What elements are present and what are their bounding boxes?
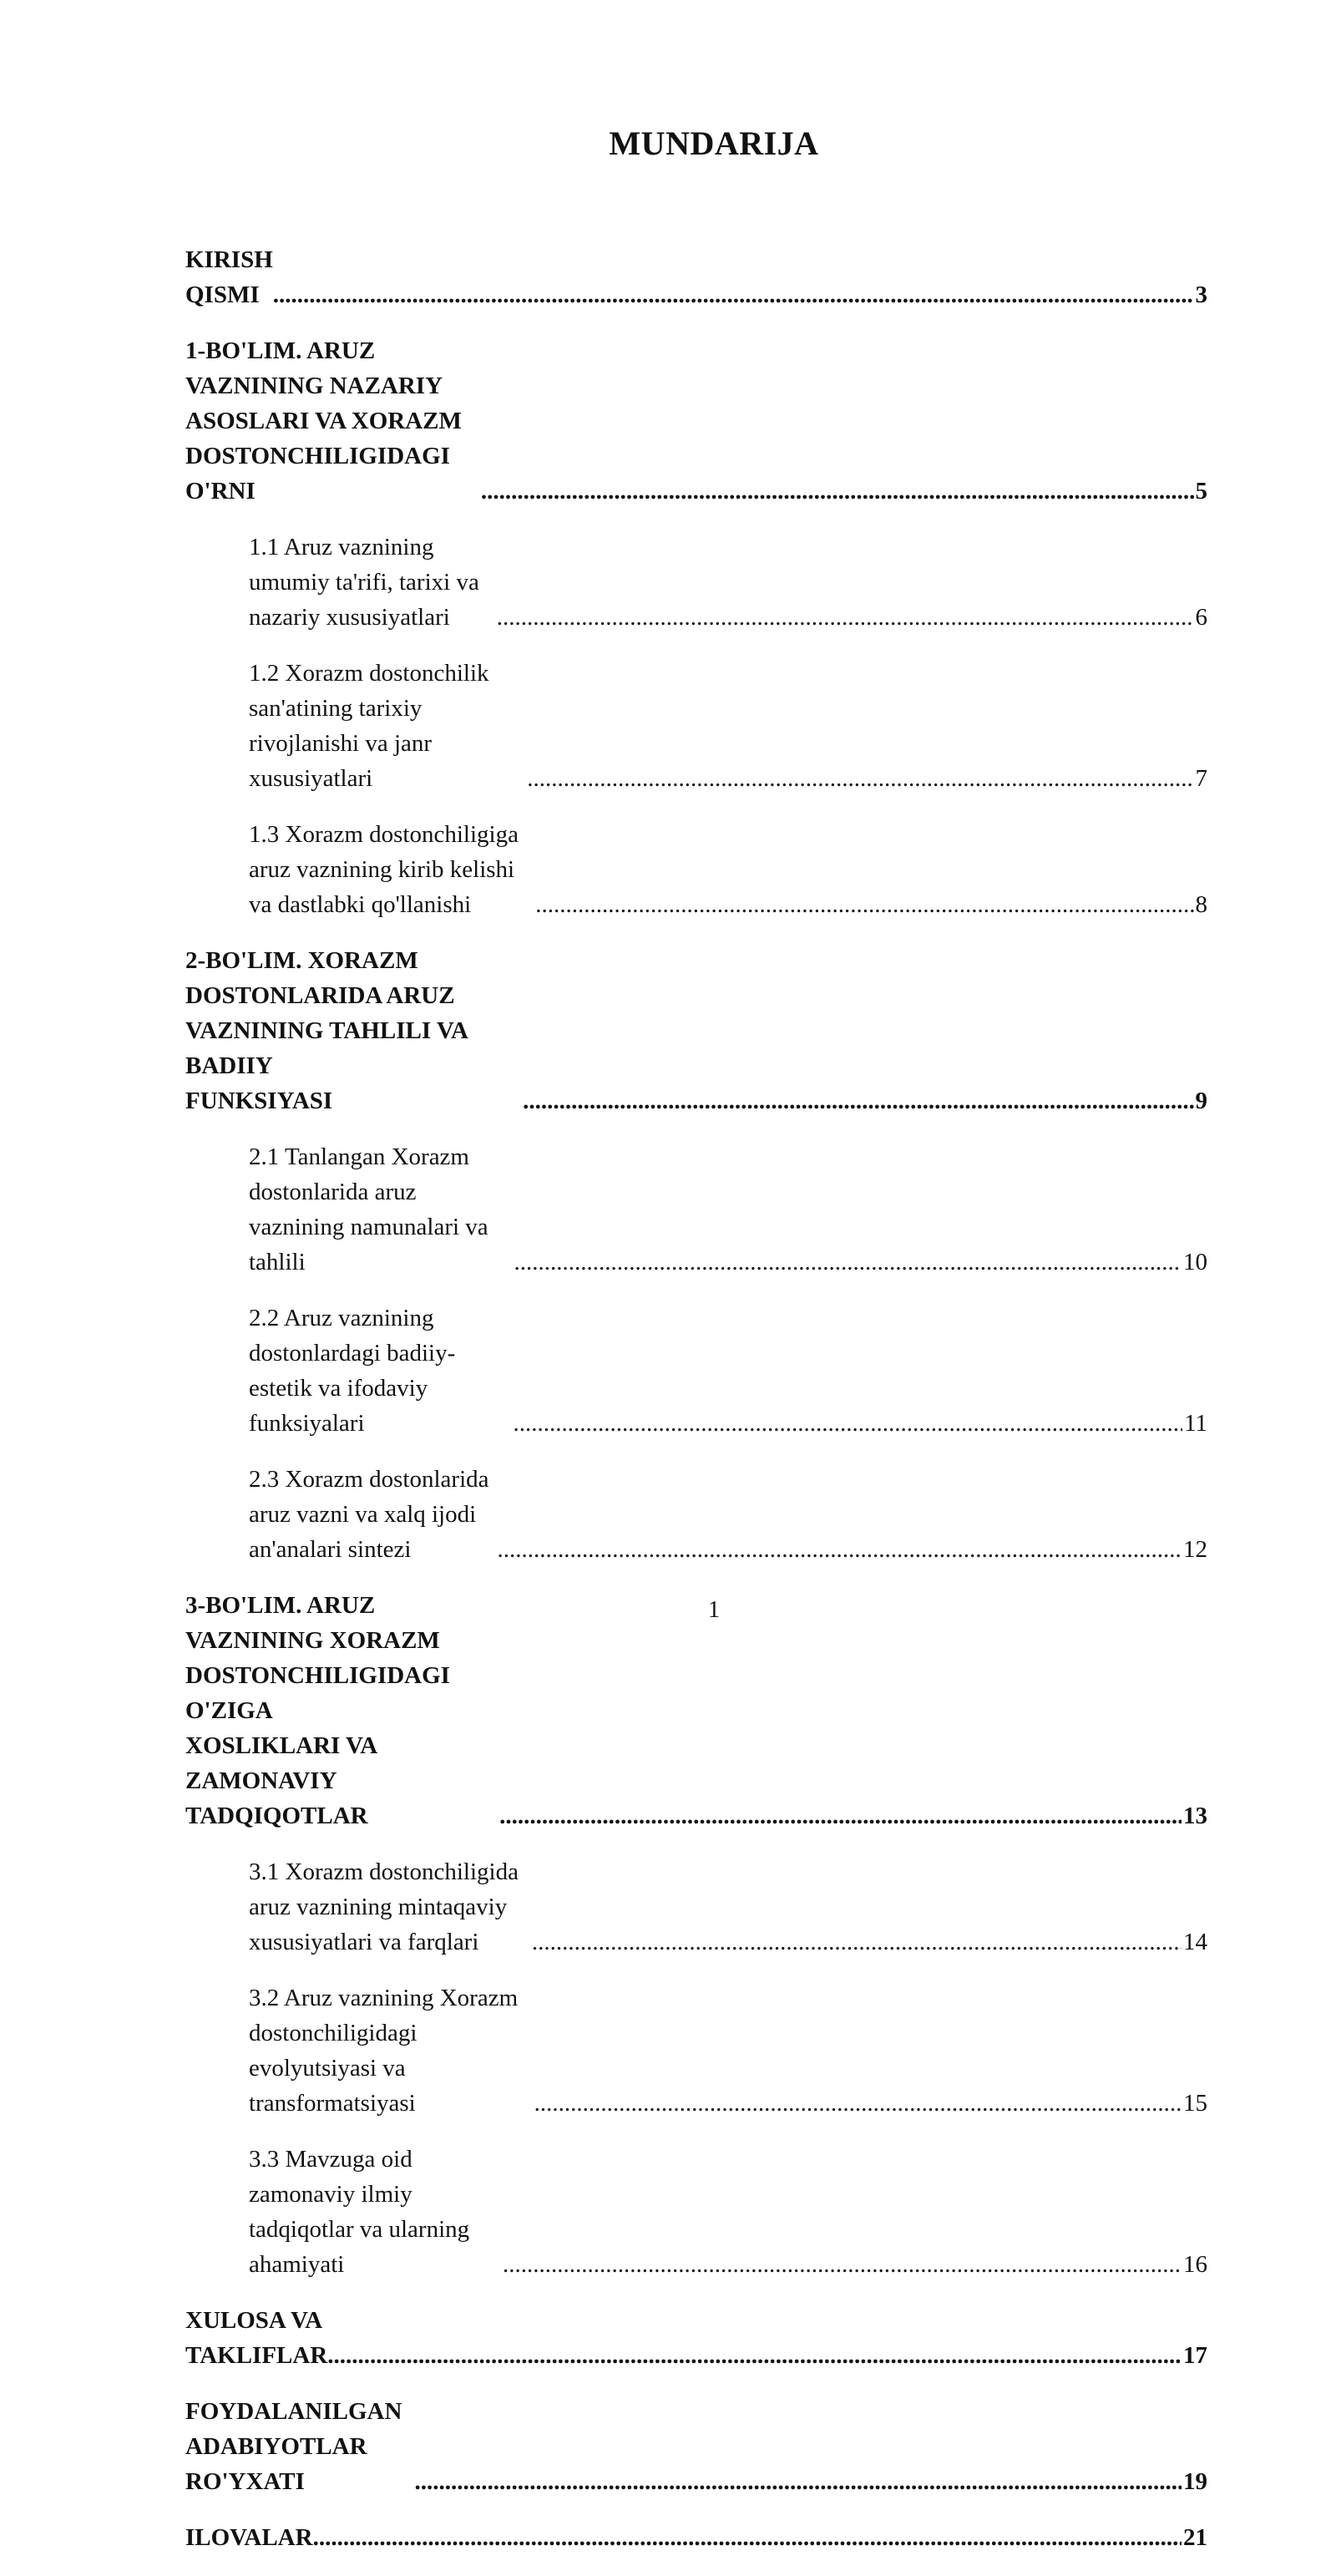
toc-entry-text-line2: XOSLIKLARI VA ZAMONAVIY TADQIQOTLAR xyxy=(185,1732,377,1829)
toc-leader-dots xyxy=(415,2464,1182,2499)
toc-entry-text-line2: FUNKSIYASI xyxy=(185,1088,333,1114)
toc-entry-text: 2.1 Tanlangan Xorazm dostonlarida aruz vaznining namunalari va tahlili xyxy=(249,1143,488,1275)
toc-entry-page: 19 xyxy=(1183,2468,1207,2495)
toc-entry-3-2[interactable] xyxy=(249,1980,1207,2121)
toc-entry-text-line1: 3-BO'LIM. ARUZ VAZNINING XORAZM DOSTONCHILIGIDAGI O'ZIGA xyxy=(185,1592,450,1724)
toc-entry-ilovalar[interactable] xyxy=(185,2520,1207,2555)
toc-entry-page: 9 xyxy=(1195,1088,1207,1114)
toc-leader-dots xyxy=(523,1083,1193,1118)
toc-entry-text: 1.2 Xorazm dostonchilik san'atining tarixiy rivojlanishi va janr xususiyatlari xyxy=(249,660,489,792)
toc-leader-dots xyxy=(532,1924,1182,1960)
toc-entry-section-2[interactable] xyxy=(185,943,1207,1118)
toc-entry-section-1[interactable] xyxy=(185,333,1207,509)
page-title: MUNDARIJA xyxy=(609,124,819,162)
toc-entry-text: 3.3 Mavzuga oid zamonaviy ilmiy tadqiqotlar va ularning ahamiyati xyxy=(249,2146,470,2278)
toc-entry-text: 3.2 Aruz vaznining Xorazm dostonchiligidagi evolyutsiyasi va transformatsiyasi xyxy=(249,1985,519,2117)
toc-entry-3-1[interactable] xyxy=(249,1854,1207,1960)
toc-entry-1-3[interactable] xyxy=(249,817,1207,922)
toc-entry-text xyxy=(185,1588,499,1833)
toc-leader-dots xyxy=(313,2520,1182,2555)
toc-entry-page: 5 xyxy=(1195,478,1207,505)
toc-entry-page: 21 xyxy=(1183,2524,1207,2551)
toc-entry-text-line2: DOSTONCHILIGIDAGI O'RNI xyxy=(185,443,450,505)
toc-leader-dots xyxy=(534,2086,1182,2121)
toc-leader-dots xyxy=(327,2338,1182,2373)
toc-entry-adabiyotlar[interactable] xyxy=(185,2394,1207,2499)
toc-leader-dots xyxy=(503,2247,1182,2282)
toc-entry-page: 12 xyxy=(1183,1536,1207,1563)
toc-leader-dots xyxy=(527,761,1193,796)
toc-entry-page: 10 xyxy=(1183,1249,1207,1275)
toc-entry-page: 8 xyxy=(1195,891,1207,918)
toc-entry-xulosa[interactable] xyxy=(185,2303,1207,2373)
toc-entry-1-1[interactable] xyxy=(249,530,1207,635)
toc-entry-text: XULOSA VA TAKLIFLAR xyxy=(185,2307,328,2369)
toc-leader-dots xyxy=(514,1245,1182,1280)
table-of-contents xyxy=(185,242,1207,2576)
toc-entry-section-3[interactable] xyxy=(185,1588,1207,1833)
toc-leader-dots xyxy=(481,474,1194,509)
toc-leader-dots xyxy=(498,1532,1182,1567)
toc-entry-1-2[interactable] xyxy=(249,656,1207,796)
toc-entry-2-3[interactable] xyxy=(249,1462,1207,1567)
toc-entry-3-3[interactable] xyxy=(249,2142,1207,2282)
toc-leader-dots xyxy=(499,1798,1182,1833)
page-number: 1 xyxy=(708,1597,720,1623)
toc-entry-text-line1: 1-BO'LIM. ARUZ VAZNINING NAZARIY ASOSLARI VA XORAZM xyxy=(185,337,462,434)
toc-entry-page: 6 xyxy=(1195,604,1207,631)
toc-entry-page: 14 xyxy=(1183,1929,1207,1955)
toc-leader-dots xyxy=(497,600,1194,635)
toc-entry-page: 17 xyxy=(1183,2342,1207,2369)
toc-leader-dots xyxy=(273,277,1194,312)
toc-entry-2-2[interactable] xyxy=(249,1301,1207,1441)
toc-entry-text xyxy=(185,943,523,1118)
toc-entry-page: 3 xyxy=(1195,281,1207,308)
toc-leader-dots xyxy=(535,887,1193,922)
toc-entry-page: 13 xyxy=(1183,1803,1207,1829)
toc-entry-text: ILOVALAR xyxy=(185,2524,313,2551)
toc-entry-text: 1.3 Xorazm dostonchiligiga aruz vaznining kirib kelishi va dastlabki qo'llanishi xyxy=(249,821,519,918)
toc-leader-dots xyxy=(514,1406,1183,1441)
toc-entry-text: 1.1 Aruz vaznining umumiy ta'rifi, tarixi va nazariy xususiyatlari xyxy=(249,534,479,631)
toc-entry-text: 3.1 Xorazm dostonchiligida aruz vaznining mintaqaviy xususiyatlari va farqlari xyxy=(249,1858,519,1955)
toc-entry-text: 2.3 Xorazm dostonlarida aruz vazni va xalq ijodi an'analari sintezi xyxy=(249,1466,489,1563)
toc-entry-page: 7 xyxy=(1195,765,1207,792)
toc-entry-text: FOYDALANILGAN ADABIYOTLAR RO'YXATI xyxy=(185,2398,402,2495)
toc-entry-page: 16 xyxy=(1183,2251,1207,2278)
toc-entry-text: KIRISH QISMI xyxy=(185,246,273,308)
toc-entry-text: 2.2 Aruz vaznining dostonlardagi badiiy-estetik va ifodaviy funksiyalari xyxy=(249,1305,456,1437)
toc-entry-text xyxy=(185,333,481,509)
toc-entry-page: 15 xyxy=(1183,2090,1207,2117)
toc-entry-page: 11 xyxy=(1184,1410,1207,1437)
toc-entry-2-1[interactable] xyxy=(249,1139,1207,1280)
toc-entry-kirish[interactable] xyxy=(185,242,1207,312)
toc-entry-text-line1: 2-BO'LIM. XORAZM DOSTONLARIDA ARUZ VAZNINING TAHLILI VA BADIIY xyxy=(185,947,468,1079)
